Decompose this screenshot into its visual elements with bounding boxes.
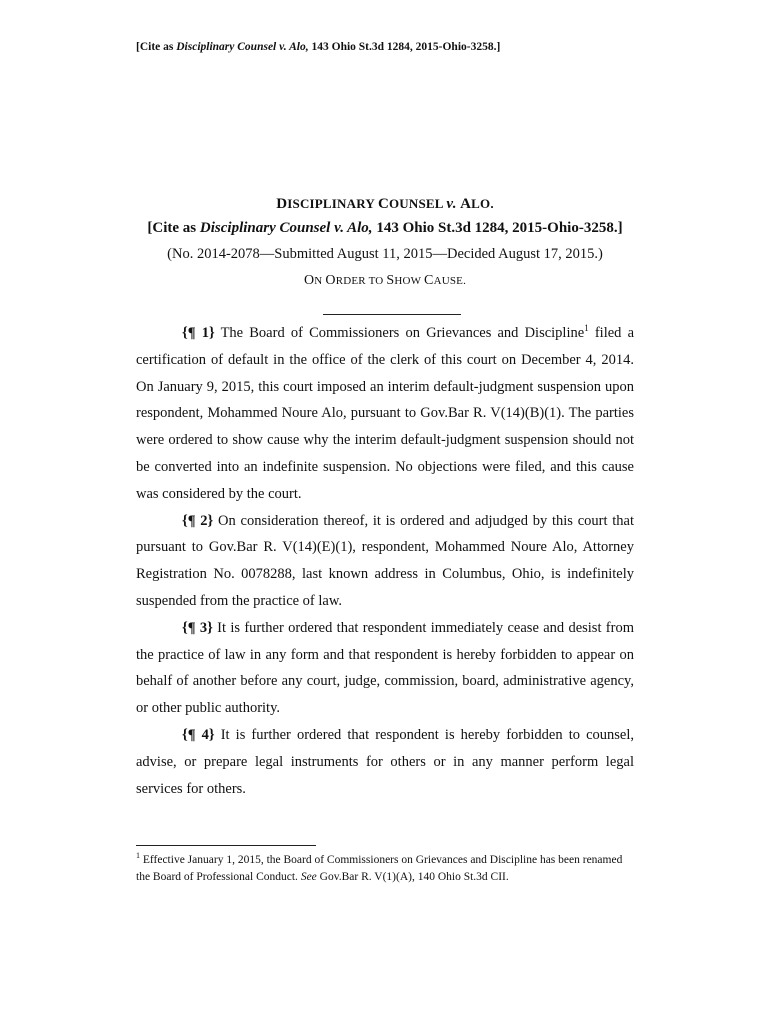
running-head-prefix: [Cite as (136, 41, 177, 53)
case-title: DISCIPLINARY COUNSEL v. ALO. (276, 196, 494, 212)
paragraph-mark: {¶ 2} (182, 512, 214, 529)
footnote-reference[interactable]: 1 (584, 323, 589, 334)
footnote-see: See (300, 871, 317, 883)
order-line: ON ORDER TO SHOW CAUSE. (303, 273, 467, 288)
paragraph-1: {¶ 1} The Board of Commissioners on Grievances and Discipline$^1$ filed a certification of default in the office of the clerk of this court on December 4, 2014. On January 9, 2015, this court imposed an interim default-judgment suspension upon respondent, Mohammed Noure Alo, pursuant to Gov.Bar R. V(14)(B)(1). The parties were ordered to show cause why the interim default-judgment suspension should not be converted into an indefinite suspension. No objections were filed, and this cause was considered by the court. (136, 323, 635, 502)
opinion-body (136, 320, 634, 802)
paragraph-2: {¶ 2} On consideration thereof, it is ordered and adjudged by this court that pursuant to Gov.Bar R. V(14)(E)(1), respondent, Mohammed Noure Alo, Attorney Registration No. 0078288, last known address in Columbus, Ohio, is indefinitely suspended from the practice of law. (136, 512, 634, 609)
paragraph-mark: {¶ 3} (182, 619, 213, 636)
running-head-citation (136, 41, 500, 53)
cite-case-name: Disciplinary Counsel v. Alo, (199, 220, 373, 236)
running-head-case-name: Disciplinary Counsel v. Alo, (176, 41, 309, 53)
title-divider (323, 314, 461, 315)
paragraph-mark: {¶ 1} (182, 325, 215, 341)
paragraph-3: {¶ 3} It is further ordered that respondent immediately cease and desist from the practice of law in any form and that respondent is hereby forbidden to appear on behalf of another before any court, judge, commission, board, administrative agency, or other public authority. (136, 619, 634, 717)
footnote-number: 1 (136, 851, 140, 861)
cite-as-line: [Cite as Disciplinary Counsel v. Alo, 143 Ohio St.3d 1284, 2015-Ohio-3258.] (147, 220, 623, 236)
footnote-divider (136, 845, 316, 846)
running-head-citation-text: 143 Ohio St.3d 1284, 2015-Ohio-3258.] (308, 41, 501, 53)
docket-line: (No. 2014-2078—Submitted August 11, 2015—Decided August 17, 2015.) (167, 246, 603, 262)
paragraph-4: {¶ 4} It is further ordered that respondent is hereby forbidden to counsel, advise, or prepare legal instruments for others or in any manner perform legal services for others. (136, 726, 634, 797)
paragraph-mark: {¶ 4} (182, 726, 215, 743)
footnote-1: $^1$ Effective January 1, 2015, the Board of Commissioners on Grievances and Discipline has been renamed the Board of Professional Conduct. See Gov.Bar R. V(1)(A), 140 Ohio St.3d CII. (136, 851, 623, 883)
